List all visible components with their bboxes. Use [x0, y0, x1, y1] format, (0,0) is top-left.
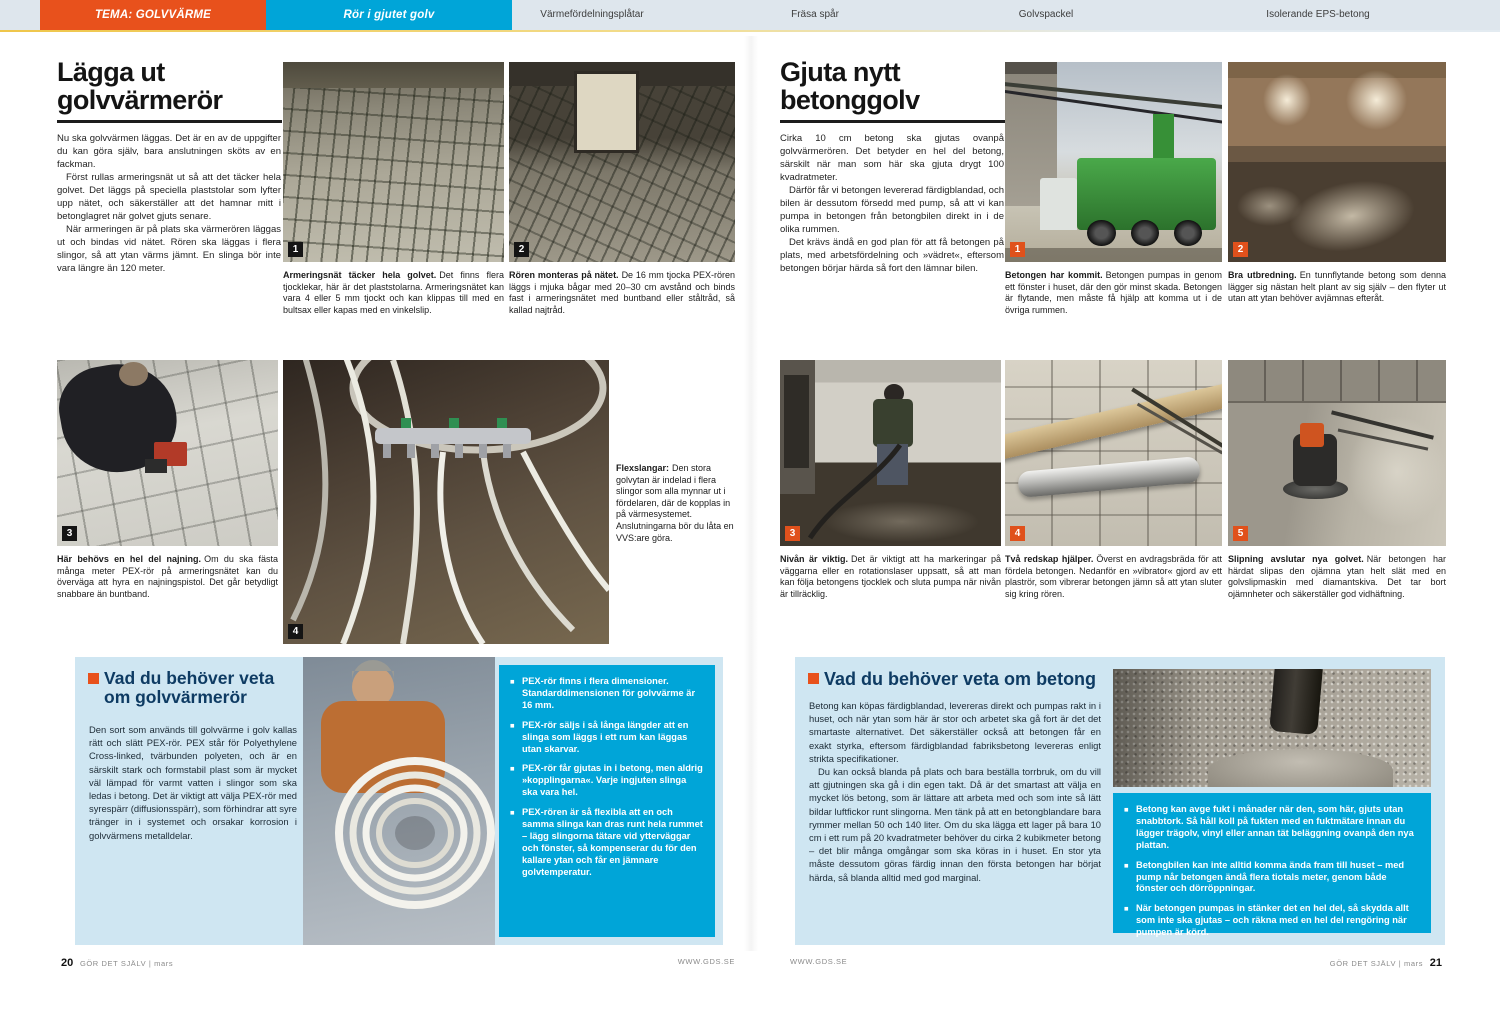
wall-strip-shape	[283, 62, 504, 88]
info-box-body	[89, 723, 297, 842]
photo-number-badge: 3	[785, 526, 800, 541]
photo-number-badge: 2	[514, 242, 529, 257]
caption-text: När betongen har härdat slipas den ojämna ytan helt slät med en golvslipmaskin med diamantskiva. Det tar bort ojämnheter och säkerställer god vidhäftning.	[1228, 554, 1446, 599]
caption-photo-1	[283, 270, 504, 316]
block-wall-shape	[1228, 360, 1446, 403]
page-number-left: 20	[61, 957, 74, 969]
left-intro-p3: När armeringen är på plats ska värmerören läggas ut och bindas vid nätet. Rören ska läggas i flera slingor, så att ytan värms jämnt. En slinga bör inte vara längre än 120 meter.	[57, 224, 281, 274]
caption-lead: Rören monteras på nätet.	[509, 270, 619, 280]
worker-head-shape	[119, 362, 148, 386]
shadow-shape	[1113, 669, 1202, 787]
pipes-facts-list	[510, 676, 704, 879]
concrete-pile-shape	[1208, 749, 1392, 787]
right-page-title: Gjuta nytt betonggolv	[780, 57, 920, 115]
tab-tema-label: TEMA: GOLVVÄRME	[94, 9, 212, 21]
fact-item: ■ PEX-rör finns i flera dimensioner. Standarddimensionen för golvvärme är 16 mm.	[510, 676, 704, 712]
photo-spreading-concrete	[780, 360, 1001, 546]
info-box-paragraph: Den sort som används till golvvärme i golv kallas rätt och slätt PEX-rör. PEX står för Polyethylene Cross-linked, tvärbunden polyeten, och är en särskilt stark och formstabil plast som är mycket väl lämpad för varmt vatten i slingor som ska ledas i betong. Det är viktigt att välja PEX-rör med syrespärr (diffusionsspärr), som förhindrar att syre tränger in i systemet och orsakar korrosion i golvvärmens metalldelar.	[89, 724, 297, 841]
caption-text: Det är viktigt att ha markeringar på väggarna eller en rotationslaser uppsatt, så att man kan följa betongens tjocklek och sluta pumpa när nivån är tillräcklig.	[780, 554, 1002, 599]
floor-reflection-shape	[1284, 172, 1420, 261]
caption-lead: Nivån är viktig.	[780, 554, 849, 564]
caption-text: Det finns flera tjocklekar, här är det plaststolarna. Armeringsnätet kan vara 4 eller 5 mm tjockt och kan klippas till med en bultsax eller kapas med en vinkelslip.	[283, 270, 504, 315]
right-intro-p3: Det krävs ändå en god plan för att få betongen på plats, med arbetsfördelning och »vädret«, eftersom betongen börjar härda så fort den lämnar bilen.	[780, 237, 1004, 274]
caption-photo-3	[57, 554, 278, 600]
page-number-right: 21	[1429, 957, 1442, 969]
pipes-facts-panel	[499, 665, 715, 937]
left-page-title: Lägga ut golvvärmerör	[57, 57, 223, 115]
photo-rebar-mesh-floor	[283, 62, 504, 262]
caption-text: Om du ska fästa många meter PEX-rör på armeringsnätet kan du överväga att hyra en najningspistol. Det går betydligt snabbare än buntband.	[57, 554, 279, 599]
window-glow-shape	[1263, 74, 1311, 126]
caption-lead: Bra utbredning.	[1228, 270, 1297, 280]
photo-number-badge: 2	[1233, 242, 1248, 257]
photo-pump-truck	[1005, 62, 1222, 262]
right-page-footer	[1330, 957, 1446, 969]
photo-pipes-on-mesh	[509, 62, 735, 262]
photo-manifold-pex-loops	[283, 360, 609, 644]
fact-item: ■ När betongen pumpas in stänker det en hel del, så skydda allt som inte ska gjutas – och räkna med en hel del rengöring när pumpen är körd.	[1124, 903, 1420, 939]
photo-pipe-coil	[303, 657, 495, 945]
info-box-concrete	[795, 657, 1445, 945]
info-box-paragraph: Betong kan köpas färdigblandad, levereras direkt och pumpas rakt in i huset, och när ytan som här är stor och arbetet ska gå fort är det det smartaste alternativet. Det säkerställer också att betongen får en exakt styrka, eftersom färdigblandad fabriksbetong levereras enligt strikta specifikationer.	[809, 700, 1101, 764]
photo-number-badge: 4	[1010, 526, 1025, 541]
magazine-name: GÖR DET SJÄLV | mars	[79, 959, 174, 968]
caption-lead: Flexslangar:	[616, 463, 670, 473]
info-box-pipes	[75, 657, 723, 945]
photo-concrete-pour	[1113, 669, 1431, 787]
left-intro-text	[57, 132, 281, 275]
left-page-footer-url	[678, 957, 735, 966]
caption-photo-4	[1005, 554, 1222, 600]
magazine-url: WWW.GDS.SE	[677, 957, 735, 966]
nav-underline	[0, 30, 1500, 32]
fact-item: ■ Betong kan avge fukt i månader när den, som här, gjuts utan snabbtork. Så håll koll på fukten med en fuktmätare innan du lägger trägolv, vinyl eller annan tät beläggning ovanpå den nya plattan.	[1124, 804, 1420, 852]
left-page-footer	[57, 957, 173, 969]
right-intro-p2: Därför får vi betongen levererad färdigblandad, och bilen är dessutom försedd med pump, så att vi kan pumpa in betongen från betongbilen direkt in i de olika rummen.	[780, 185, 1004, 235]
tab-golvspackel: Golvspackel	[1018, 9, 1074, 20]
tab-tema-golvvarme	[40, 0, 266, 30]
hose-illustration	[780, 360, 1001, 546]
photo-number-badge: 4	[288, 624, 303, 639]
caption-text: De 16 mm tjocka PEX-rören läggs i mjuka bågar med 20–30 cm avstånd och binds fast i armeringsnätet med buntband eller ståltråd, så kallad najtråd.	[509, 270, 735, 315]
info-box-heading: Vad du behöver veta om betong	[824, 669, 1097, 689]
photo-number-badge: 1	[1010, 242, 1025, 257]
ground-shadow-shape	[1005, 248, 1222, 262]
fact-item: ■ Betongbilen kan inte alltid komma ända fram till huset – med pump når betongen ändå flera tiotals meter, genom både fönster och dörröppningar.	[1124, 860, 1420, 896]
magazine-url: WWW.GDS.SE	[790, 957, 848, 966]
info-box-paragraph: Du kan också blanda på plats och bara beställa torrbruk, om du vill att gjutningen ska gå i din egen takt. Då är det smartast att välja en mycket lös betong, som är lättare att arbeta med och som inte så lätt bildar luftfickor runt slingorna. Men tänk på att en betongblandare bara rymmer mellan 50 och 140 liter. Om du ska lägga ett lager på bara 10 cm i ett rum på 20 kvadratmeter behöver du cirka 2 kubikmeter betong – det blir många omgångar som ska köras in i huset. En stor yta måste dessutom göras färdig innan den första betongen har börjat härda, så blanda alltid med god marginal.	[809, 766, 1101, 883]
vibrator-roller-shape	[1017, 456, 1201, 498]
magazine-name: GÖR DET SJÄLV | mars	[1329, 959, 1424, 968]
caption-text: Den stora golvytan är indelad i flera slingor som alla mynnar ut i fördelaren, där de kopplas in på värmesystemet. Anslutningarna bör du låta en VVS:are göra.	[616, 463, 734, 543]
fact-item: ■ PEX-rör säljs i så långa längder att en slinga som läggs i ett rum kan läggas utan skarvar.	[510, 720, 704, 756]
right-intro-p1: Cirka 10 cm betong ska gjutas ovanpå golvvärmerören. Det betyder en hel del betong, särskilt när man som här ska gjuta drygt 100 kvadratmeter.	[780, 133, 1004, 183]
photo-number-badge: 3	[62, 526, 77, 541]
truck-cab-shape	[1040, 178, 1077, 230]
info-box-body	[809, 699, 1101, 884]
red-square-icon	[808, 673, 819, 684]
photo-number-badge: 1	[288, 242, 303, 257]
photo-number-badge: 5	[1233, 526, 1248, 541]
caption-photo-5	[1228, 554, 1446, 600]
caption-lead: Här behövs en hel del najning.	[57, 554, 202, 564]
truck-wheel-shape	[1087, 220, 1115, 246]
floor-sheen-shape	[1348, 416, 1446, 528]
left-intro-p1: Nu ska golvvärmen läggas. Det är en av de uppgifter du kan göra själv, bara anslutningen sköts av en fackman.	[57, 133, 281, 170]
right-title-rule	[780, 120, 1005, 123]
left-title-rule	[57, 120, 282, 123]
tab-active-label: Rör i gjutet golv	[343, 9, 435, 21]
concrete-facts-list	[1124, 804, 1420, 939]
truck-wheel-shape	[1174, 220, 1202, 246]
photo-floor-grinder	[1228, 360, 1446, 546]
window-glow-shape	[1346, 70, 1407, 130]
right-page-footer-url	[790, 957, 847, 966]
pour-hose-shape	[1269, 669, 1322, 735]
manifold-illustration	[283, 360, 609, 644]
photo-tying-rebar	[57, 360, 278, 546]
pipe-coil-illustration	[303, 657, 495, 945]
concrete-facts-panel	[1113, 793, 1431, 938]
caption-lead: Två redskap hjälper.	[1005, 554, 1094, 564]
doorway-shape	[577, 74, 636, 150]
info-box-heading-row	[88, 669, 303, 707]
tool-body-shape	[145, 459, 167, 474]
grinder-engine-shape	[1300, 423, 1324, 447]
red-square-icon	[88, 673, 99, 684]
topic-nav-bar	[0, 0, 1500, 30]
caption-photo-2	[509, 270, 735, 316]
caption-flex-hoses	[616, 463, 736, 544]
fact-item: ■ PEX-rör får gjutas in i betong, men aldrig »kopplingarna«. Varje ingjuten slinga ska vara hel.	[510, 763, 704, 799]
caption-photo-1	[1005, 270, 1222, 316]
tab-varmefordelningsplatar: Värmefördelningsplåtar	[540, 9, 644, 20]
tab-frasa-spar: Fräsa spår	[791, 9, 839, 20]
caption-text: Överst en avdragsbräda för att fördela betongen. Nedanför en »vibrator« gjord av ett plaströr, som vibrerar betongen jämn så att ytan sluter sig kring rören.	[1005, 554, 1222, 599]
truck-wheel-shape	[1131, 220, 1159, 246]
caption-photo-2	[1228, 270, 1446, 305]
tab-ror-i-gjutet-golv	[266, 0, 512, 30]
tab-eps-betong: Isolerande EPS-betong	[1266, 9, 1370, 20]
fact-item: ■ PEX-rören är så flexibla att en och samma slinga kan dras runt hela rummet – lägg slingorna tätare vid ytterväggar och fönster, så kompenserar du för den kallare ytan och får en jämnare golvtemperatur.	[510, 807, 704, 878]
screed-board-shape	[1005, 380, 1222, 461]
roof-shape	[1005, 62, 1057, 74]
page-fold-shadow	[744, 36, 758, 951]
info-box-heading: Vad du behöver veta om golvvärmerör	[104, 668, 275, 707]
right-intro-text	[780, 132, 1004, 275]
photo-screed-tools	[1005, 360, 1222, 546]
caption-photo-3	[780, 554, 1001, 600]
caption-lead: Slipning avslutar nya golvet.	[1228, 554, 1364, 564]
floor-reflection-shape	[1237, 186, 1302, 226]
caption-lead: Betongen har kommit.	[1005, 270, 1103, 280]
caption-lead: Armeringsnät täcker hela golvet.	[283, 270, 437, 280]
photo-wet-concrete-room	[1228, 62, 1446, 262]
caption-text: En tunnflytande betong som denna lägger sig nästan helt plant av sig själv – den flyter ut utan att ytan behöver avjämnas efteråt.	[1228, 270, 1447, 304]
left-intro-p2: Först rullas armeringsnät ut så att det täcker hela golvet. Det läggs på speciella plaststolar som lyfter upp nätet, och säkerställer att det hamnar mitt i betonglagret när golvet gjuts senare.	[57, 172, 281, 222]
caption-text: Betongen pumpas in genom ett fönster i huset, där den gör minst skada. Betongen är flytande, men måste få hjälp att komma ut i de övriga rummen.	[1005, 270, 1222, 315]
